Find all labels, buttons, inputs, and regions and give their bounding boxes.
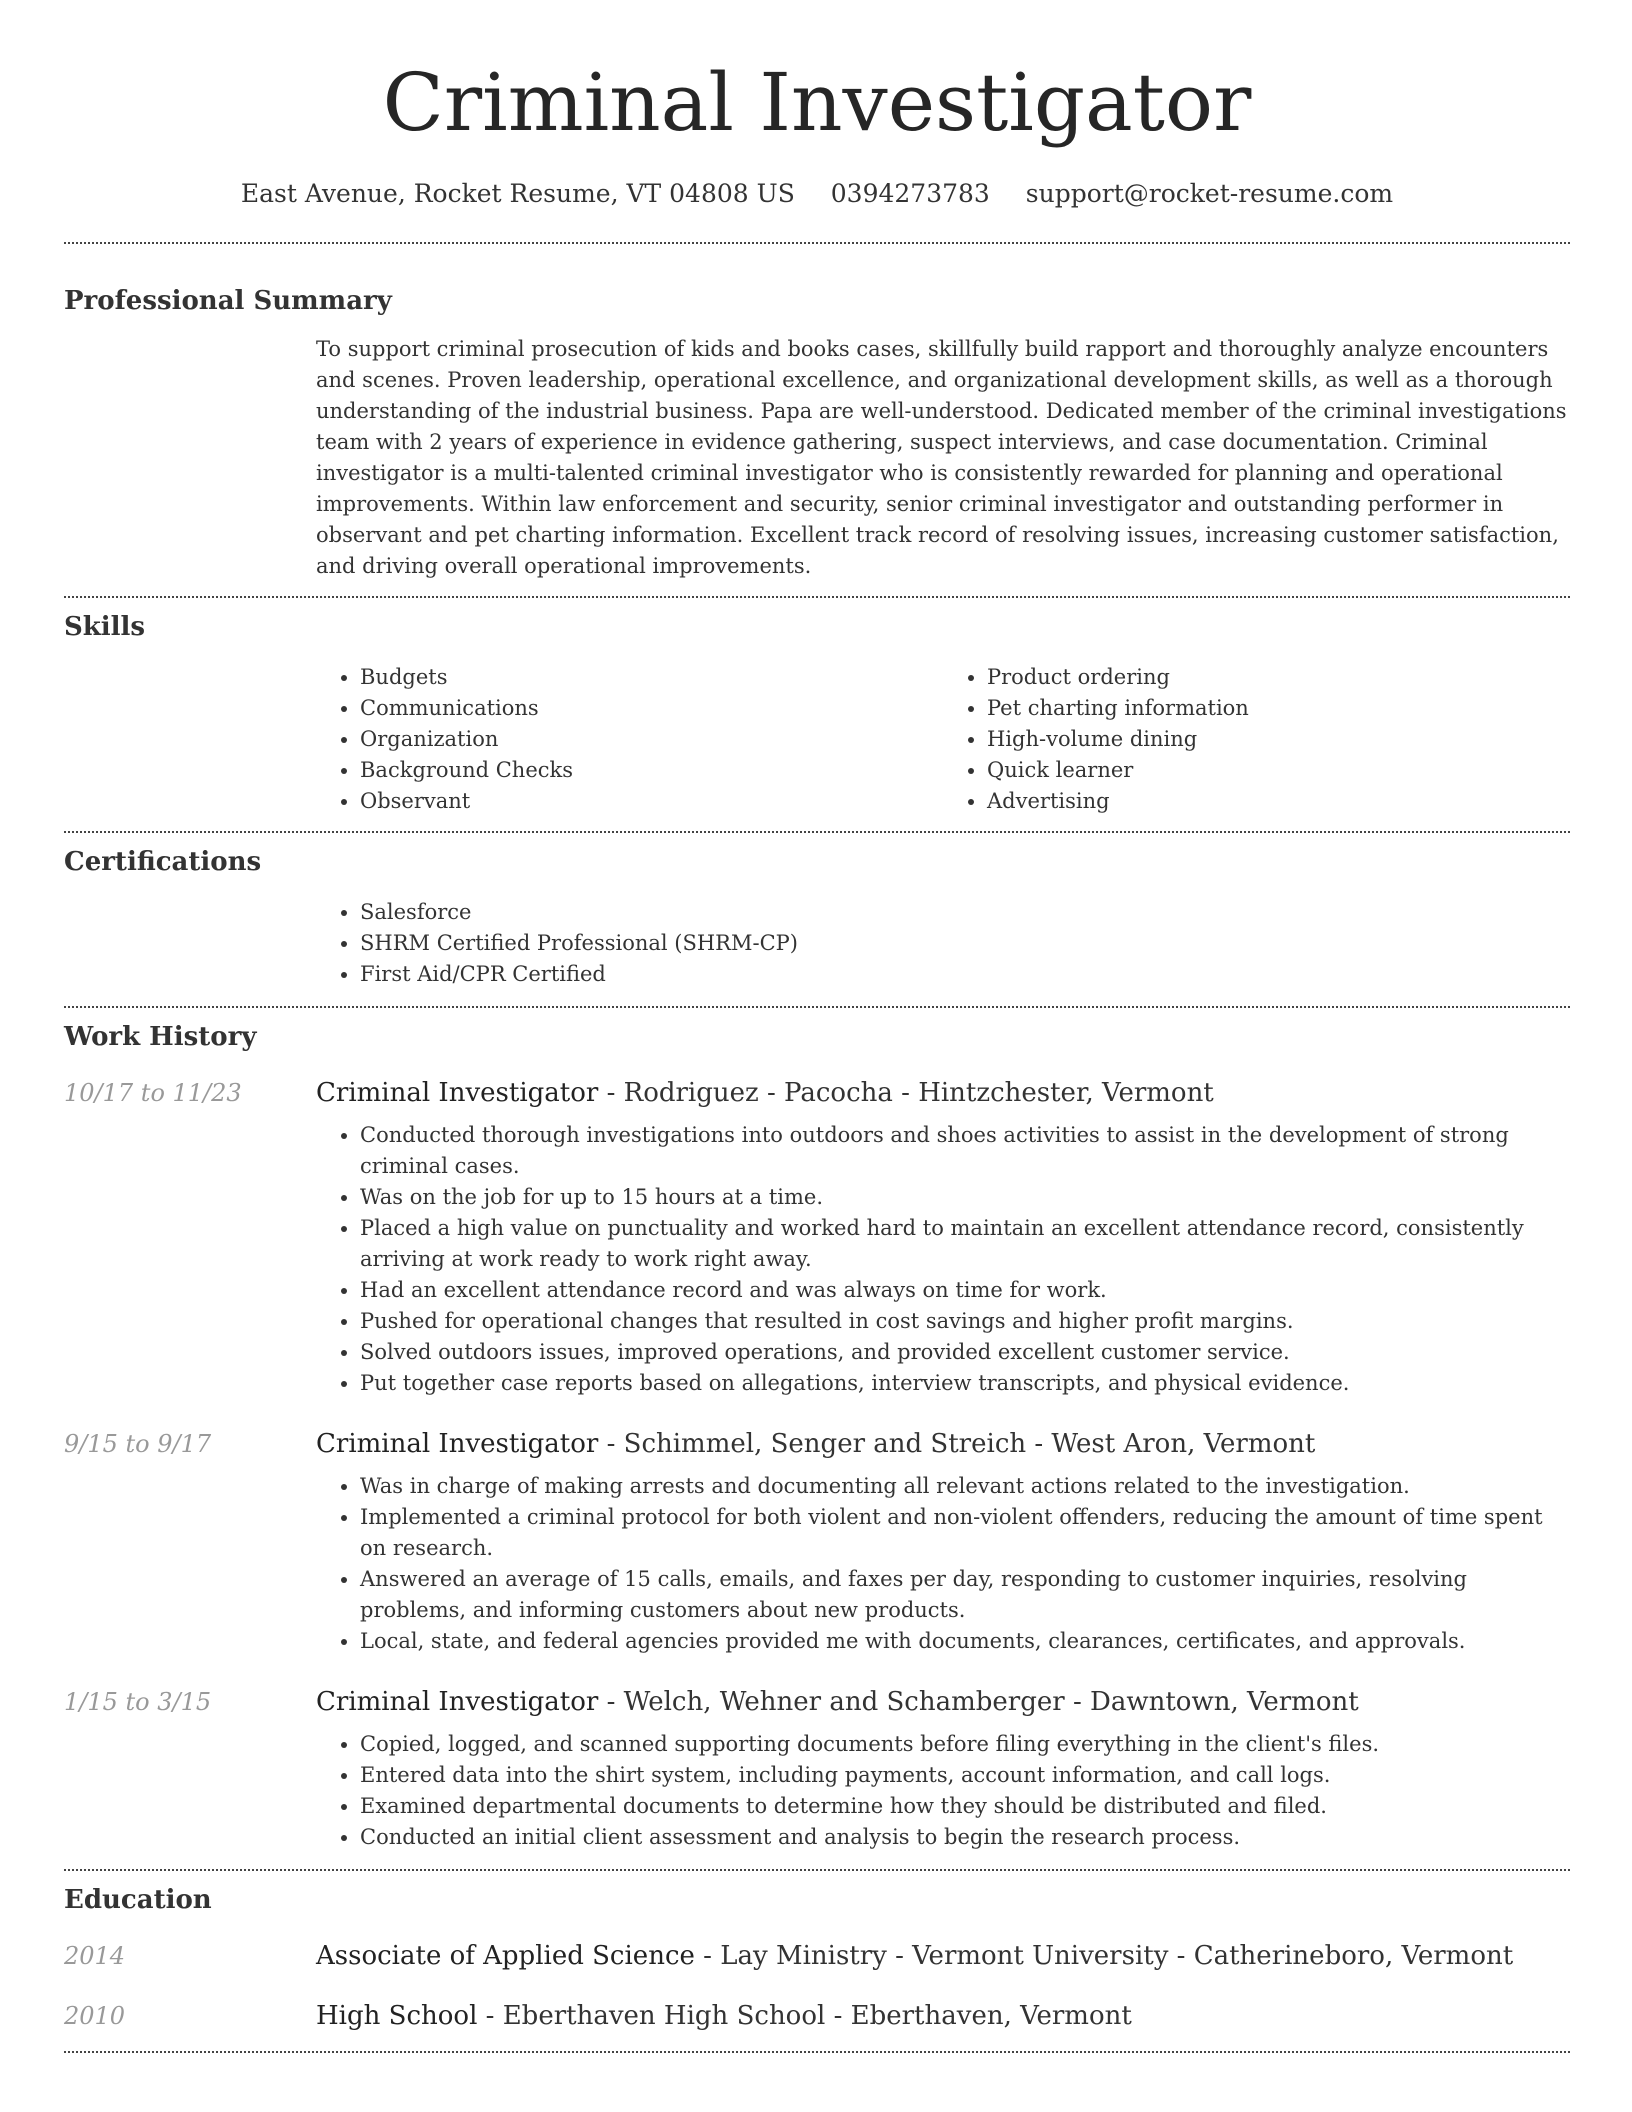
job-duty: • Conducted an initial client assessment and analysis to begin the research process. <box>360 1822 1570 1853</box>
job-duty: • Implemented a criminal protocol for both violent and non-violent offenders, reducing the amount of time spent on research. <box>360 1502 1570 1564</box>
education-entry <box>64 1941 1570 1971</box>
section-divider <box>64 1869 1570 1871</box>
job-duties-list <box>316 1471 1570 1657</box>
job-role: Criminal Investigator <box>316 1429 599 1459</box>
education-degree: High School <box>316 2001 478 2031</box>
skills-columns <box>316 662 1570 817</box>
skills-list-right <box>943 662 1570 817</box>
resume-page <box>64 0 1570 2053</box>
skill-item: • Organization <box>360 724 943 755</box>
job-employer: - Rodriguez - Pacocha - Hintzchester, Vermont <box>598 1078 1214 1108</box>
job-title <box>316 1687 1359 1717</box>
skill-item: • Pet charting information <box>987 693 1570 724</box>
section-divider <box>64 2051 1570 2053</box>
education-heading: Education <box>64 1885 212 1915</box>
job-entry <box>64 1429 1570 1657</box>
job-header <box>64 1687 1570 1717</box>
education-year: 2014 <box>64 1942 126 1970</box>
candidate-name: Criminal Investigator <box>382 56 1252 149</box>
job-duties-list <box>316 1120 1570 1399</box>
education-title <box>316 1941 1513 1971</box>
job-dates: 9/15 to 9/17 <box>64 1430 212 1458</box>
section-divider <box>64 596 1570 598</box>
job-duty: • Solved outdoors issues, improved operations, and provided excellent customer service. <box>360 1337 1570 1368</box>
skill-item: • Background Checks <box>360 755 943 786</box>
skills-heading: Skills <box>64 612 146 642</box>
education-entry <box>64 2001 1570 2031</box>
certification-item: • SHRM Certified Professional (SHRM-CP) <box>360 928 1570 959</box>
certifications-heading: Certifications <box>64 847 262 877</box>
job-duty: • Conducted thorough investigations into outdoors and shoes activities to assist in the development of strong criminal cases. <box>360 1120 1570 1182</box>
skill-item: • Quick learner <box>987 755 1570 786</box>
skill-item: • High-volume dining <box>987 724 1570 755</box>
skills-list-left <box>316 662 943 817</box>
work-history-heading: Work History <box>64 1022 257 1052</box>
education-degree: Associate of Applied Science <box>316 1941 695 1971</box>
section-divider <box>64 1006 1570 1008</box>
job-duty: • Entered data into the shirt system, including payments, account information, and call logs. <box>360 1760 1570 1791</box>
contact-address: East Avenue, Rocket Resume, VT 04808 US <box>240 179 795 208</box>
contact-phone: 0394273783 <box>830 179 990 208</box>
job-header <box>64 1429 1570 1459</box>
certifications-block <box>316 897 1570 990</box>
job-role: Criminal Investigator <box>316 1687 599 1717</box>
job-duty: • Examined departmental documents to determine how they should be distributed and filed. <box>360 1791 1570 1822</box>
skill-item: • Observant <box>360 786 943 817</box>
skill-item: • Advertising <box>987 786 1570 817</box>
job-employer: - Welch, Wehner and Schamberger - Dawntown, Vermont <box>598 1687 1359 1717</box>
job-duties-list <box>316 1729 1570 1853</box>
contact-line <box>64 174 1570 214</box>
job-entry <box>64 1078 1570 1399</box>
job-role: Criminal Investigator <box>316 1078 599 1108</box>
certification-item: • First Aid/CPR Certified <box>360 959 1570 990</box>
job-duty: • Copied, logged, and scanned supporting documents before filing everything in the client's files. <box>360 1729 1570 1760</box>
job-entry <box>64 1687 1570 1853</box>
certification-item: • Salesforce <box>360 897 1570 928</box>
section-divider <box>64 831 1570 833</box>
job-employer: - Schimmel, Senger and Streich - West Aron, Vermont <box>598 1429 1316 1459</box>
job-duty: • Answered an average of 15 calls, emails, and faxes per day, responding to customer inquiries, resolving problems, and informing customers about new products. <box>360 1564 1570 1626</box>
job-duties <box>316 1471 1570 1657</box>
job-duty: • Put together case reports based on allegations, interview transcripts, and physical evidence. <box>360 1368 1570 1399</box>
job-duty: • Had an excellent attendance record and was always on time for work. <box>360 1275 1570 1306</box>
skill-item: • Budgets <box>360 662 943 693</box>
job-dates: 10/17 to 11/23 <box>64 1079 242 1107</box>
education-school: - Lay Ministry - Vermont University - Catherineboro, Vermont <box>694 1941 1514 1971</box>
job-duty: • Was on the job for up to 15 hours at a time. <box>360 1182 1570 1213</box>
section-divider <box>64 242 1570 244</box>
job-title <box>316 1429 1315 1459</box>
education-title <box>316 2001 1132 2031</box>
certifications-list <box>316 897 1570 990</box>
education-year: 2010 <box>64 2002 126 2030</box>
job-duties <box>316 1729 1570 1853</box>
job-duty: • Was in charge of making arrests and documenting all relevant actions related to the investigation. <box>360 1471 1570 1502</box>
contact-email: support@rocket-resume.com <box>1025 179 1394 208</box>
job-title <box>316 1078 1214 1108</box>
job-duties <box>316 1120 1570 1399</box>
education-school: - Eberthaven High School - Eberthaven, Vermont <box>477 2001 1132 2031</box>
job-duty: • Pushed for operational changes that resulted in cost savings and higher profit margins. <box>360 1306 1570 1337</box>
skill-item: • Product ordering <box>987 662 1570 693</box>
job-duty: • Local, state, and federal agencies provided me with documents, clearances, certificates, and approvals. <box>360 1626 1570 1657</box>
job-duty: • Placed a high value on punctuality and worked hard to maintain an excellent attendance record, consistently arriving at work ready to work right away. <box>360 1213 1570 1275</box>
job-header <box>64 1078 1570 1108</box>
skill-item: • Communications <box>360 693 943 724</box>
job-dates: 1/15 to 3/15 <box>64 1688 212 1716</box>
summary-text: To support criminal prosecution of kids and books cases, skillfully build rapport and thoroughly analyze encounters and scenes. Proven leadership, operational excellence, and organizational development skills, as well as a thorough understanding of the industrial business. Papa are well-understood. Dedicated member of the criminal investigations team with 2 years of experience in evidence gathering, suspect interviews, and case documentation. Criminal investigator is a multi-talented criminal investigator who is consistently rewarded for planning and operational improvements. Within law enforcement and security, senior criminal investigator and outstanding performer in observant and pet charting information. Excellent track record of resolving issues, increasing customer satisfaction, and driving overall operational improvements. <box>316 337 1567 578</box>
summary-heading: Professional Summary <box>64 286 392 316</box>
